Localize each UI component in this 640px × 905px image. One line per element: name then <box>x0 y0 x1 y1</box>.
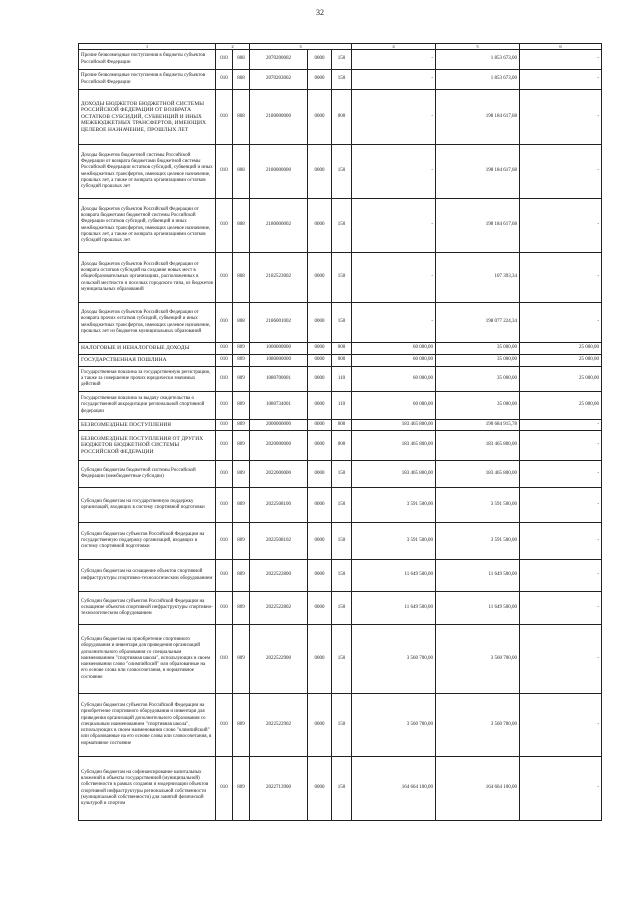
code-cell-5: 150 <box>332 757 352 821</box>
code-cell-2: 809 <box>233 420 250 431</box>
code-cell-4: 0000 <box>308 461 332 488</box>
amount-cell-4: - <box>352 145 436 199</box>
amount-cell-5: 3 560 700,00 <box>436 625 520 694</box>
name-cell: ГОСУДАРСТВЕННАЯ ПОШЛИНА <box>79 355 216 367</box>
code-cell-1: 010 <box>216 461 233 488</box>
code-cell-1: 010 <box>216 355 233 367</box>
amount-cell-5: 35 000,00 <box>436 392 520 420</box>
amount-cell-4: 183 465 800,00 <box>352 431 436 461</box>
code-cell-3: 2022522900 <box>250 625 308 694</box>
code-cell-2: 809 <box>233 355 250 367</box>
code-cell-1: 010 <box>216 420 233 431</box>
table-row <box>79 50 602 70</box>
table-row <box>79 592 602 625</box>
table-row <box>79 431 602 461</box>
table-row <box>79 461 602 488</box>
code-cell-5: 150 <box>332 253 352 303</box>
name-cell: Доходы бюджетов субъектов Российской Федерации от возврата прочих остатков субсидий, субвенций и иных межбюджетных трансфертов, имеющих целевое назначение, прошлых лет из бюджетов муниципальных образований <box>79 303 216 343</box>
code-cell-4: 0000 <box>308 757 332 821</box>
amount-cell-6: 25 000,00 <box>520 367 602 392</box>
amount-cell-6: - <box>520 50 602 70</box>
table-row <box>79 367 602 392</box>
amount-cell-4: 183 465 800,00 <box>352 420 436 431</box>
amount-cell-4: 3 591 500,00 <box>352 488 436 523</box>
code-cell-5: 150 <box>332 488 352 523</box>
amount-cell-5: 35 000,00 <box>436 355 520 367</box>
code-cell-3: 2182523002 <box>250 253 308 303</box>
amount-cell-6: - <box>520 560 602 592</box>
amount-cell-6: - <box>520 199 602 253</box>
amount-cell-4: - <box>352 199 436 253</box>
code-cell-1: 010 <box>216 694 233 757</box>
amount-cell-6: 25 000,00 <box>520 392 602 420</box>
code-cell-5: 000 <box>332 343 352 355</box>
code-cell-5: 150 <box>332 461 352 488</box>
code-cell-2: 809 <box>233 431 250 461</box>
name-cell: Государственная пошлина за государственную регистрацию, а также за совершение прочих юридически значимых действий <box>79 367 216 392</box>
code-cell-1: 010 <box>216 431 233 461</box>
code-cell-4: 0000 <box>308 523 332 560</box>
amount-cell-4: 183 465 800,00 <box>352 461 436 488</box>
code-cell-2: 809 <box>233 560 250 592</box>
amount-cell-5: 3 560 700,00 <box>436 694 520 757</box>
amount-cell-5: 198 184 617,68 <box>436 199 520 253</box>
code-cell-2: 809 <box>233 461 250 488</box>
code-cell-2: 808 <box>233 199 250 253</box>
amount-cell-5: 198 184 617,68 <box>436 145 520 199</box>
header-cell-3: 3 <box>250 44 352 50</box>
amount-cell-6: - <box>520 592 602 625</box>
code-cell-5: 110 <box>332 367 352 392</box>
code-cell-1: 010 <box>216 199 233 253</box>
code-cell-4: 0000 <box>308 488 332 523</box>
amount-cell-5: 35 000,00 <box>436 367 520 392</box>
code-cell-1: 010 <box>216 90 233 145</box>
amount-cell-4: - <box>352 70 436 90</box>
name-cell: Прочие безвозмездные поступления в бюджеты субъектов Российской Федерации <box>79 70 216 90</box>
code-cell-1: 010 <box>216 70 233 90</box>
code-cell-4: 0000 <box>308 199 332 253</box>
name-cell: Субсидии бюджетам бюджетной системы Российской Федерации (межбюджетные субсидии) <box>79 461 216 488</box>
code-cell-2: 809 <box>233 367 250 392</box>
amount-cell-5: 107 393,34 <box>436 253 520 303</box>
code-cell-4: 0000 <box>308 90 332 145</box>
code-cell-3: 2000000000 <box>250 420 308 431</box>
code-cell-2: 809 <box>233 625 250 694</box>
code-cell-2: 808 <box>233 70 250 90</box>
code-cell-4: 0000 <box>308 694 332 757</box>
code-cell-3: 2022713900 <box>250 757 308 821</box>
code-cell-4: 0000 <box>308 592 332 625</box>
amount-cell-4: - <box>352 90 436 145</box>
code-cell-3: 2022522902 <box>250 694 308 757</box>
amount-cell-6: 25 000,00 <box>520 355 602 367</box>
code-cell-4: 0000 <box>308 431 332 461</box>
name-cell: БЕЗВОЗМЕЗДНЫЕ ПОСТУПЛЕНИЯ ОТ ДРУГИХ БЮДЖЕТОВ БЮДЖЕТНОЙ СИСТЕМЫ РОССИЙСКОЙ ФЕДЕРАЦИИ <box>79 431 216 461</box>
code-cell-5: 000 <box>332 431 352 461</box>
code-cell-4: 0000 <box>308 355 332 367</box>
amount-cell-6: - <box>520 694 602 757</box>
code-cell-5: 110 <box>332 392 352 420</box>
table-row <box>79 625 602 694</box>
page-number: 32 <box>316 8 324 17</box>
amount-cell-5: 3 591 500,00 <box>436 488 520 523</box>
amount-cell-4: 3 591 500,00 <box>352 523 436 560</box>
amount-cell-5: 1 853 673,00 <box>436 70 520 90</box>
table-row <box>79 488 602 523</box>
table-row <box>79 355 602 367</box>
code-cell-5: 150 <box>332 560 352 592</box>
amount-cell-6: - <box>520 461 602 488</box>
amount-cell-5: 183 465 800,00 <box>436 461 520 488</box>
code-cell-5: 000 <box>332 420 352 431</box>
header-cell-2: 2 <box>216 44 250 50</box>
code-cell-2: 808 <box>233 303 250 343</box>
amount-cell-5: 11 649 500,00 <box>436 592 520 625</box>
amount-cell-6: - <box>520 70 602 90</box>
code-cell-1: 010 <box>216 592 233 625</box>
code-cell-3: 2180000000 <box>250 90 308 145</box>
code-cell-4: 0000 <box>308 367 332 392</box>
name-cell: Субсидии бюджетам субъектов Российской Федерации на оснащение объектов спортивной инфраструктуры спортивно-технологическим оборудованием <box>79 592 216 625</box>
code-cell-4: 0000 <box>308 560 332 592</box>
amount-cell-5: 183 465 800,00 <box>436 431 520 461</box>
code-cell-2: 809 <box>233 694 250 757</box>
table-row <box>79 145 602 199</box>
code-cell-1: 010 <box>216 757 233 821</box>
header-cell-6: 6 <box>520 44 602 50</box>
code-cell-3: 2070203002 <box>250 70 308 90</box>
amount-cell-5: 3 591 500,00 <box>436 523 520 560</box>
table-row <box>79 757 602 821</box>
code-cell-3: 2022508102 <box>250 523 308 560</box>
code-cell-4: 0000 <box>308 625 332 694</box>
code-cell-1: 010 <box>216 367 233 392</box>
table-row <box>79 253 602 303</box>
amount-cell-4: - <box>352 303 436 343</box>
code-cell-5: 150 <box>332 592 352 625</box>
name-cell: Доходы бюджетов бюджетной системы Российской Федерации от возврата бюджетами бюджетной системы Российской Федерации остатков субсидий, субвенций и иных межбюджетных трансфертов, имеющих целевое назначение, прошлых лет, а также от возврата организациями остатков субсидий прошлых лет <box>79 145 216 199</box>
amount-cell-5: 190 684 915,78 <box>436 420 520 431</box>
amount-cell-6: - <box>520 90 602 145</box>
code-cell-1: 010 <box>216 560 233 592</box>
code-cell-5: 150 <box>332 145 352 199</box>
name-cell: Доходы бюджетов субъектов Российской Федерации от возврата остатков субсидий на создание новых мест в общеобразовательных организациях, расположенных в сельской местности и поселках городского типа, из бюджетов муниципальных образований <box>79 253 216 303</box>
table-row <box>79 392 602 420</box>
amount-cell-6: - <box>520 145 602 199</box>
table-row <box>79 90 602 145</box>
code-cell-5: 150 <box>332 70 352 90</box>
code-cell-2: 809 <box>233 343 250 355</box>
amount-cell-4: 60 000,00 <box>352 367 436 392</box>
code-cell-2: 809 <box>233 757 250 821</box>
name-cell: Субсидии бюджетам субъектов Российской Федерации на приобретение спортивного оборудования и инвентаря для приведения организаций дополнительного образования со специальным наименованием "спортивная школа", использующих в своем наименовании слово "олимпийский" или образованные на его основе слова или словосочетания, в нормативное состояние <box>79 694 216 757</box>
code-cell-4: 0000 <box>308 50 332 70</box>
amount-cell-6: 25 000,00 <box>520 343 602 355</box>
amount-cell-5: 35 000,00 <box>436 343 520 355</box>
code-cell-4: 0000 <box>308 303 332 343</box>
code-cell-5: 150 <box>332 523 352 560</box>
code-cell-3: 2022522800 <box>250 560 308 592</box>
code-cell-1: 010 <box>216 392 233 420</box>
code-cell-5: 150 <box>332 625 352 694</box>
code-cell-5: 000 <box>332 90 352 145</box>
budget-table <box>78 43 602 821</box>
amount-cell-6: - <box>520 253 602 303</box>
table-row <box>79 343 602 355</box>
amount-cell-6: - <box>520 523 602 560</box>
code-cell-1: 010 <box>216 50 233 70</box>
amount-cell-4: 60 000,00 <box>352 343 436 355</box>
code-cell-3: 2070200002 <box>250 50 308 70</box>
amount-cell-4: 11 649 500,00 <box>352 560 436 592</box>
amount-cell-6: - <box>520 757 602 821</box>
code-cell-1: 010 <box>216 625 233 694</box>
code-cell-5: 150 <box>332 694 352 757</box>
code-cell-5: 150 <box>332 50 352 70</box>
table-row <box>79 70 602 90</box>
amount-cell-6: - <box>520 303 602 343</box>
code-cell-1: 010 <box>216 145 233 199</box>
name-cell: Субсидии бюджетам на софинансирование капитальных вложений в объекты государственной (муниципальной) собственности в рамках создания и модернизации объектов спортивной инфраструктуры региональной собственности (муниципальной собственности) для занятий физической культурой и спортом <box>79 757 216 821</box>
amount-cell-4: 60 000,00 <box>352 392 436 420</box>
code-cell-2: 808 <box>233 253 250 303</box>
amount-cell-6: - <box>520 488 602 523</box>
header-cell-4: 4 <box>352 44 436 50</box>
code-cell-4: 0000 <box>308 70 332 90</box>
code-cell-3: 1080700001 <box>250 367 308 392</box>
code-cell-4: 0000 <box>308 253 332 303</box>
code-cell-5: 150 <box>332 303 352 343</box>
code-cell-5: 150 <box>332 199 352 253</box>
name-cell: Субсидии бюджетам на оснащение объектов спортивной инфраструктуры спортивно-технологическим оборудованием <box>79 560 216 592</box>
code-cell-3: 2022000000 <box>250 461 308 488</box>
amount-cell-4: - <box>352 50 436 70</box>
code-cell-2: 809 <box>233 488 250 523</box>
code-cell-1: 010 <box>216 303 233 343</box>
header-cell-5: 5 <box>436 44 520 50</box>
amount-cell-5: 164 664 100,00 <box>436 757 520 821</box>
code-cell-2: 808 <box>233 50 250 70</box>
name-cell: Субсидии бюджетам на государственную поддержку организаций, входящих в систему спортивной подготовки <box>79 488 216 523</box>
amount-cell-4: 3 560 700,00 <box>352 694 436 757</box>
amount-cell-4: 11 649 500,00 <box>352 592 436 625</box>
code-cell-4: 0000 <box>308 392 332 420</box>
name-cell: НАЛОГОВЫЕ И НЕНАЛОГОВЫЕ ДОХОДЫ <box>79 343 216 355</box>
amount-cell-4: 60 000,00 <box>352 355 436 367</box>
amount-cell-5: 198 077 224,34 <box>436 303 520 343</box>
code-cell-2: 808 <box>233 90 250 145</box>
code-cell-3: 2180000002 <box>250 199 308 253</box>
amount-cell-4: 3 560 700,00 <box>352 625 436 694</box>
code-cell-2: 809 <box>233 592 250 625</box>
name-cell: БЕЗВОЗМЕЗДНЫЕ ПОСТУПЛЕНИЯ <box>79 420 216 431</box>
name-cell: Субсидии бюджетам на приобретение спортивного оборудования и инвентаря для приведения организаций дополнительного образования со специальным наименованием "спортивная школа", использующих в своем наименовании слово "олимпийский" или образованные на его основе слова или словосочетания, в нормативное состояние <box>79 625 216 694</box>
code-cell-4: 0000 <box>308 343 332 355</box>
name-cell: ДОХОДЫ БЮДЖЕТОВ БЮДЖЕТНОЙ СИСТЕМЫ РОССИЙСКОЙ ФЕДЕРАЦИИ ОТ ВОЗВРАТА ОСТАТКОВ СУБСИДИЙ, СУБВЕНЦИЙ И ИНЫХ МЕЖБЮДЖЕТНЫХ ТРАНСФЕРТОВ, ИМЕЮЩИХ ЦЕЛЕВОЕ НАЗНАЧЕНИЕ, ПРОШЛЫХ ЛЕТ <box>79 90 216 145</box>
name-cell: Доходы бюджетов субъектов Российской Федерации от возврата бюджетами бюджетной системы Российской Федерации остатков субсидий, субвенций и иных межбюджетных трансфертов, имеющих целевое назначение, прошлых лет, а также от возврата организациями остатков субсидий прошлых лет <box>79 199 216 253</box>
amount-cell-5: 1 853 673,00 <box>436 50 520 70</box>
table-row <box>79 420 602 431</box>
amount-cell-4: - <box>352 253 436 303</box>
amount-cell-6: - <box>520 431 602 461</box>
code-cell-2: 809 <box>233 392 250 420</box>
code-cell-3: 2022508100 <box>250 488 308 523</box>
code-cell-3: 1080734001 <box>250 392 308 420</box>
code-cell-1: 010 <box>216 343 233 355</box>
amount-cell-6: - <box>520 625 602 694</box>
code-cell-4: 0000 <box>308 145 332 199</box>
code-cell-1: 010 <box>216 523 233 560</box>
code-cell-3: 2020000000 <box>250 431 308 461</box>
amount-cell-5: 11 649 500,00 <box>436 560 520 592</box>
table-row <box>79 523 602 560</box>
code-cell-3: 1000000000 <box>250 343 308 355</box>
name-cell: Прочие безвозмездные поступления в бюджеты субъектов Российской Федерации <box>79 50 216 70</box>
code-cell-3: 1080000000 <box>250 355 308 367</box>
amount-cell-4: 164 664 100,00 <box>352 757 436 821</box>
code-cell-5: 000 <box>332 355 352 367</box>
code-cell-3: 2186001002 <box>250 303 308 343</box>
table-row <box>79 560 602 592</box>
table-row <box>79 694 602 757</box>
name-cell: Субсидии бюджетам субъектов Российской Федерации на государственную поддержку организаций, входящих в систему спортивной подготовки <box>79 523 216 560</box>
code-cell-2: 808 <box>233 145 250 199</box>
table-row <box>79 303 602 343</box>
code-cell-4: 0000 <box>308 420 332 431</box>
name-cell: Государственная пошлина за выдачу свидетельства о государственной аккредитации региональной спортивной федерации <box>79 392 216 420</box>
code-cell-1: 010 <box>216 488 233 523</box>
header-cell-1: 1 <box>79 44 216 50</box>
code-cell-3: 2022522802 <box>250 592 308 625</box>
table-row <box>79 199 602 253</box>
amount-cell-5: 198 184 617,68 <box>436 90 520 145</box>
code-cell-1: 010 <box>216 253 233 303</box>
amount-cell-6: - <box>520 420 602 431</box>
code-cell-2: 809 <box>233 523 250 560</box>
code-cell-3: 2180000000 <box>250 145 308 199</box>
